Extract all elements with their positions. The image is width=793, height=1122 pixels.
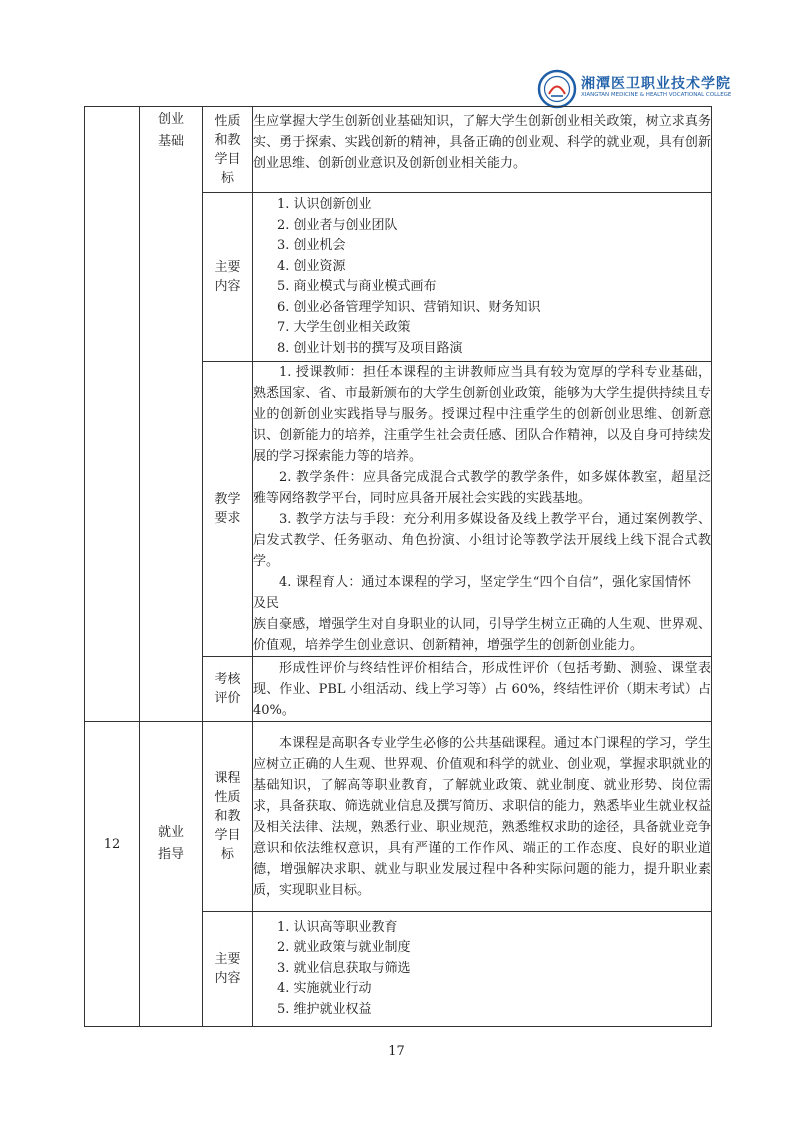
list-item: 3. 创业机会 — [277, 238, 346, 253]
nature-label-cell: 性质 和教 学目 标 — [203, 107, 253, 193]
requirement-paragraph: 1. 授课教师：担任本课程的主讲教师应当具有较为宽厚的学科专业基础，熟悉国家、省、市最新颁布的大学生创新创业政策，能够为大学生提供持续且专业的创新创业实践指导与服务。授课过程中注重学生的创新创业思维、创新意识、创新能力的培养，注重学生社会责任感、团队合作精神，以及自身可持续发展的学习探索能力等的培养。 — [253, 365, 711, 464]
course-number-cell — [85, 107, 140, 722]
course-name-cell: 创业 基础 — [140, 107, 203, 722]
requirement-label-cell: 教学 要求 — [203, 362, 253, 657]
content-list — [253, 918, 711, 1021]
list-item: 5. 维护就业权益 — [277, 1001, 372, 1017]
content-list-cell — [253, 193, 712, 362]
course-name-cell: 就业 指导 — [140, 722, 203, 1027]
requirement-paragraph: 2. 教学条件：应具备完成混合式教学的教学条件，如多媒体教室，超星泛雅等网络教学平台，同时应具备开展社会实践的实践基地。 — [253, 470, 711, 506]
evaluation-text-cell: 形成性评价与终结性评价相结合，形成性评价（包括考勤、测验、课堂表现、作业、PBL 小组活动、线上学习等）占 60%，终结性评价（期末考试）占 40%。 — [253, 657, 712, 722]
list-item: 7. 大学生创业相关政策 — [277, 320, 411, 335]
table-row — [85, 107, 712, 193]
logo-college-name-en: XIANGTAN MEDICINE & HEALTH VOCATIONAL COLLEGE — [581, 92, 732, 98]
list-item: 8. 创业计划书的撰写及项目路演 — [277, 340, 463, 356]
college-logo — [537, 68, 732, 110]
list-item: 1. 认识创新创业 — [277, 197, 372, 212]
nature-text-cell: 本课程是高职各专业学生必修的公共基础课程。通过本门课程的学习，学生应树立正确的人生观、世界观、价值观和科学的就业、创业观，掌握求职就业的基础知识，了解高等职业教育，了解就业政策、就业制度、就业形势、岗位需求，具备获取、筛选就业信息及撰写简历、求职信的能力，熟悉毕业生就业权益及相关法律、法规，熟悉行业、职业规范，熟悉维权求助的途径，具备就业竞争意识和依法维权意识，具有严谨的工作作风、端正的工作态度、良好的职业道德，增强解决求职、就业与职业发展过程中各种实际问题的能力，提升职业素质，实现职业目标。 — [253, 722, 712, 912]
college-emblem-icon — [537, 69, 577, 109]
list-item: 2. 就业政策与就业制度 — [277, 940, 411, 956]
list-item: 2. 创业者与创业团队 — [277, 217, 398, 233]
requirement-text-cell — [253, 362, 712, 657]
nature-text-cell: 生应掌握大学生创新创业基础知识，了解大学生创新创业相关政策，树立求真务实、勇于探索、实践创新的精神，具备正确的创业观、科学的就业观，具有创新创业思维、创新创业意识及创新创业相关能力。 — [253, 107, 712, 193]
content-label-cell: 主要 内容 — [203, 193, 253, 362]
requirement-paragraph: 3. 教学方法与手段：充分利用多媒设备及线上教学平台，通过案例教学、启发式教学、任务驱动、角色扮演、小组讨论等教学法开展线上线下混合式教学。 — [253, 512, 711, 569]
list-item: 1. 认识高等职业教育 — [277, 919, 398, 935]
list-item: 6. 创业必备管理学知识、营销知识、财务知识 — [277, 299, 541, 315]
nature-label-cell: 课程 性质 和教 学目 标 — [203, 722, 253, 912]
list-item: 5. 商业模式与商业模式画布 — [277, 279, 437, 294]
list-item: 4. 实施就业行动 — [277, 981, 372, 997]
content-label-cell: 主要 内容 — [203, 912, 253, 1027]
list-item: 3. 就业信息获取与筛选 — [277, 960, 411, 976]
page-number: 17 — [388, 1044, 405, 1059]
list-item: 4. 创业资源 — [277, 258, 346, 274]
course-number-cell: 12 — [85, 722, 140, 1027]
content-list-cell — [253, 912, 712, 1027]
logo-college-name: 湘潭医卫职业技术学院 — [581, 76, 731, 92]
content-list — [253, 195, 711, 359]
table-row — [85, 722, 712, 912]
course-table — [84, 106, 712, 1027]
requirement-paragraph: 4. 课程育人：通过本课程的学习，坚定学生“四个自信”，强化家国情怀及民 — [253, 575, 691, 611]
evaluation-label-cell: 考核 评价 — [203, 657, 253, 722]
requirement-paragraph: 族自豪感，增强学生对自身职业的认同，引导学生树立正确的人生观、世界观、价值观，培养学生创业意识、创新精神，增强学生的创新创业能力。 — [253, 617, 711, 653]
